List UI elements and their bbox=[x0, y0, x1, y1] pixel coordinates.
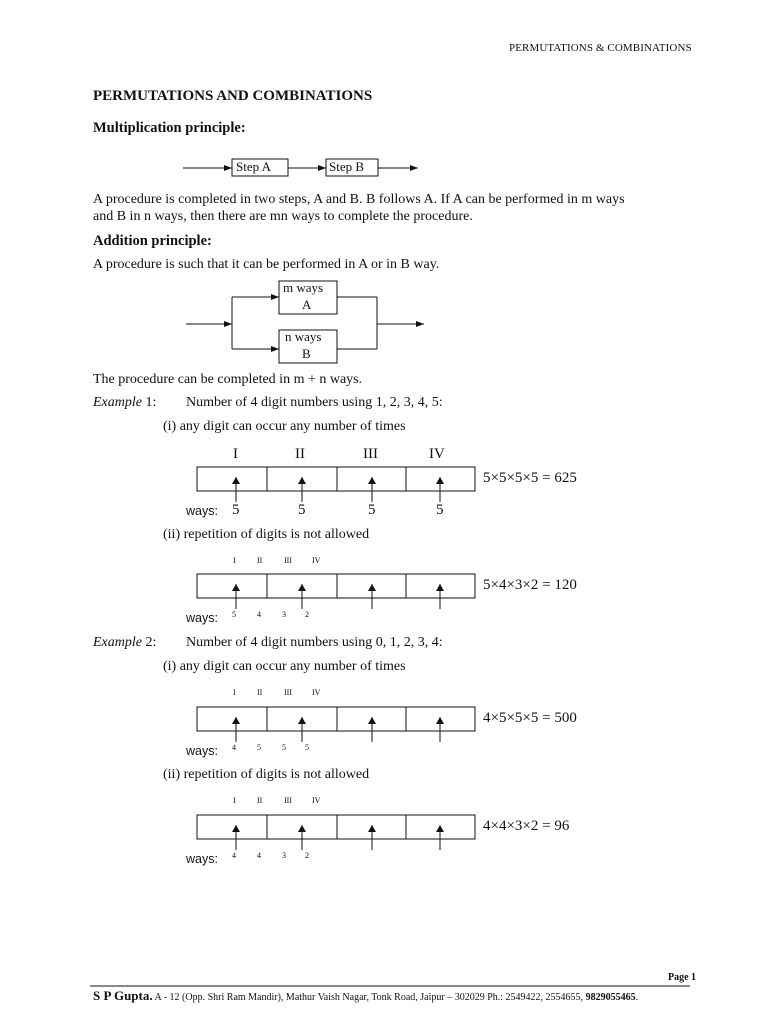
multiplication-heading: Multiplication principle: bbox=[93, 120, 246, 136]
ex2c2-header-4: IV bbox=[312, 796, 321, 805]
ex1c2-ways-2: 4 bbox=[257, 610, 261, 619]
ex1c1-ways-3: 5 bbox=[368, 502, 376, 518]
box-b-line2: B bbox=[302, 346, 311, 361]
ex1c1-ways-2: 5 bbox=[298, 502, 306, 518]
ex2c2-header-1: I bbox=[233, 796, 236, 805]
ex2c2-header-2: II bbox=[257, 796, 263, 805]
ex1c1-ways-label: ways: bbox=[186, 504, 218, 518]
box-a-line2: A bbox=[302, 297, 312, 312]
ex1c1-ways-4: 5 bbox=[436, 502, 444, 518]
ex1c1-header-3: III bbox=[363, 446, 378, 462]
ex2c1-ways-label: ways: bbox=[186, 744, 218, 758]
addition-intro: A procedure is such that it can be performed in A or in B way. bbox=[93, 257, 440, 272]
box-b-line1: n ways bbox=[285, 329, 322, 344]
example2-case1-label: (i) any digit can occur any number of times bbox=[163, 659, 406, 674]
ex1c1-header-1: I bbox=[233, 446, 238, 462]
multiplication-text-line1: A procedure is completed in two steps, A and B. B follows A. If A can be performed in m ways bbox=[93, 192, 625, 207]
example2-label: Example 2: bbox=[93, 635, 157, 650]
ex1c2-ways-4: 2 bbox=[305, 610, 309, 619]
ex1c1-header-4: IV bbox=[429, 446, 445, 462]
step-b-label: Step B bbox=[329, 159, 365, 174]
ex2c1-header-1: I bbox=[233, 688, 236, 697]
ex1c2-header-1: I bbox=[233, 556, 236, 565]
ex1c2-header-2: II bbox=[257, 556, 263, 565]
example2-case2-label: (ii) repetition of digits is not allowed bbox=[163, 767, 370, 782]
ex1c2-ways-label: ways: bbox=[186, 611, 218, 625]
ex2c2-result: 4×4×3×2 = 96 bbox=[483, 818, 570, 834]
page-number: Page 1 bbox=[668, 972, 697, 983]
ex2c2-ways-label: ways: bbox=[186, 852, 218, 866]
ex1c1-ways-1: 5 bbox=[232, 502, 240, 518]
ex2c1-ways-2: 5 bbox=[257, 743, 261, 752]
example1-case1-label: (i) any digit can occur any number of times bbox=[163, 419, 406, 434]
ex1c2-ways-1: 5 bbox=[232, 610, 236, 619]
ex1c1-result: 5×5×5×5 = 625 bbox=[483, 470, 577, 486]
addition-heading: Addition principle: bbox=[93, 233, 212, 249]
ex2c1-header-3: III bbox=[284, 688, 292, 697]
step-a-label: Step A bbox=[236, 159, 272, 174]
ex2c1-ways-1: 4 bbox=[232, 743, 236, 752]
example1-statement: Number of 4 digit numbers using 1, 2, 3, 4, 5: bbox=[186, 395, 443, 410]
ex2c2-ways-3: 3 bbox=[282, 851, 286, 860]
ex2c1-header-4: IV bbox=[312, 688, 321, 697]
ex1c1-header-2: II bbox=[295, 446, 305, 462]
ex2c2-ways-4: 2 bbox=[305, 851, 309, 860]
addition-conclusion: The procedure can be completed in m + n ways. bbox=[93, 372, 363, 387]
box-a-line1: m ways bbox=[283, 280, 324, 295]
footer-address: S P Gupta. A - 12 (Opp. Shri Ram Mandir), Mathur Vaish Nagar, Tonk Road, Jaipur – 302029 Ph.: 2549422, 2554655, 9829055465. bbox=[93, 988, 639, 1003]
ex2c2-ways-2: 4 bbox=[257, 851, 261, 860]
ex2c1-ways-3: 5 bbox=[282, 743, 286, 752]
ex2c2-header-3: III bbox=[284, 796, 292, 805]
multiplication-text-line2: and B in n ways, then there are mn ways to complete the procedure. bbox=[93, 209, 473, 224]
ex1c2-header-3: III bbox=[284, 556, 292, 565]
example1-case2-label: (ii) repetition of digits is not allowed bbox=[163, 527, 370, 542]
ex1c2-result: 5×4×3×2 = 120 bbox=[483, 577, 577, 593]
ex2c1-result: 4×5×5×5 = 500 bbox=[483, 710, 577, 726]
running-header: PERMUTATIONS & COMBINATIONS bbox=[509, 42, 692, 54]
ex1c2-ways-3: 3 bbox=[282, 610, 286, 619]
page-title: PERMUTATIONS AND COMBINATIONS bbox=[93, 88, 373, 104]
ex2c2-ways-1: 4 bbox=[232, 851, 236, 860]
example1-label: Example 1: bbox=[93, 395, 157, 410]
ex2c1-header-2: II bbox=[257, 688, 263, 697]
example2-statement: Number of 4 digit numbers using 0, 1, 2, 3, 4: bbox=[186, 635, 443, 650]
ex2c1-ways-4: 5 bbox=[305, 743, 309, 752]
ex1c2-header-4: IV bbox=[312, 556, 321, 565]
